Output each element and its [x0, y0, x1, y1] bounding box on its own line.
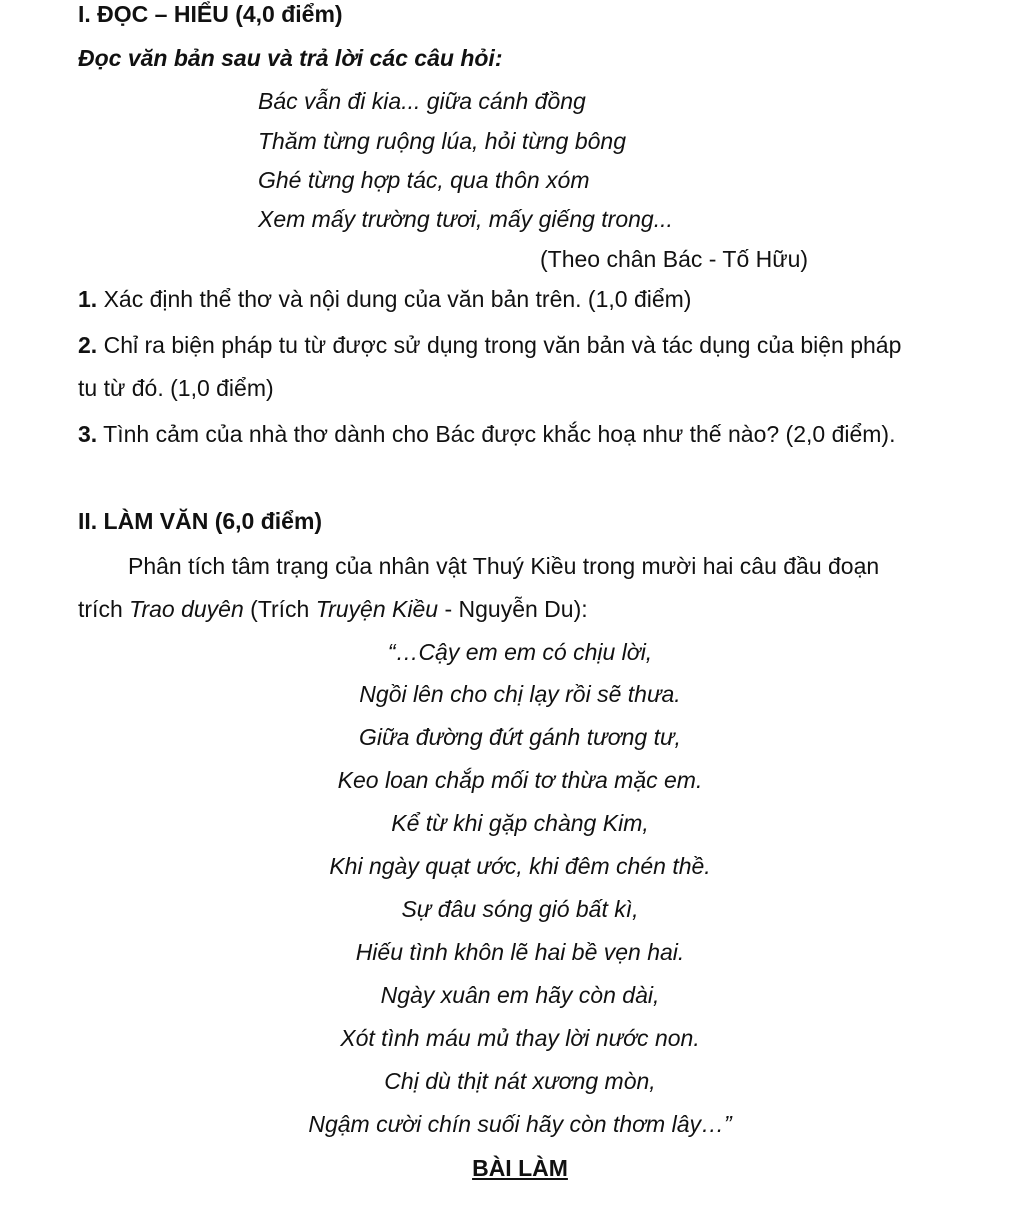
question-number: 1.	[78, 286, 98, 312]
question-3	[78, 420, 895, 448]
question-2	[78, 331, 901, 359]
prompt-text: trích	[78, 596, 130, 622]
poem2-line: Sự đâu sóng gió bất kì,	[401, 896, 639, 922]
question-2-continuation: tu từ đó. (1,0 điểm)	[78, 375, 274, 401]
poem1-line: Xem mấy trường tươi, mấy giếng trong...	[258, 206, 673, 232]
poem2-line: Xót tình máu mủ thay lời nước non.	[340, 1025, 700, 1051]
poem2-line: “…Cậy em em có chịu lời,	[387, 639, 653, 665]
section2-prompt-line2	[78, 595, 588, 623]
poem2-line: Keo loan chắp mối tơ thừa mặc em.	[337, 767, 703, 793]
bai-lam-heading: BÀI LÀM	[472, 1155, 568, 1181]
prompt-text: - Nguyễn Du):	[438, 596, 588, 622]
poem1-line: Thăm từng ruộng lúa, hỏi từng bông	[258, 128, 626, 154]
poem2-line: Ngồi lên cho chị lạy rồi sẽ thưa.	[359, 681, 681, 707]
section1-title: I. ĐỌC – HIỂU (4,0 điểm)	[78, 1, 343, 27]
prompt-work-title: Truyện Kiều	[315, 596, 439, 622]
question-text: Tình cảm của nhà thơ dành cho Bác được khắc hoạ như thế nào? (2,0 điểm).	[97, 421, 896, 447]
question-number: 3.	[78, 421, 98, 447]
section1-instruction: Đọc văn bản sau và trả lời các câu hỏi:	[78, 45, 503, 71]
poem2-line: Ngày xuân em hãy còn dài,	[380, 982, 660, 1008]
poem2-line: Chị dù thịt nát xương mòn,	[384, 1068, 656, 1094]
poem2-line: Ngậm cười chín suối hãy còn thơm lây…”	[308, 1111, 732, 1137]
poem2-line: Khi ngày quạt ước, khi đêm chén thề.	[329, 853, 711, 879]
section2-title: II. LÀM VĂN (6,0 điểm)	[78, 508, 323, 534]
prompt-text: (Trích	[243, 596, 316, 622]
poem1-source: (Theo chân Bác - Tố Hữu)	[540, 246, 809, 272]
poem1-line: Ghé từng hợp tác, qua thôn xóm	[258, 167, 590, 193]
section2-prompt-line1: Phân tích tâm trạng của nhân vật Thuý Kiều trong mười hai câu đầu đoạn	[128, 553, 880, 579]
poem2-line: Hiếu tình khôn lẽ hai bề vẹn hai.	[355, 939, 685, 965]
question-text: Xác định thể thơ và nội dung của văn bản trên. (1,0 điểm)	[97, 286, 692, 312]
question-1	[78, 285, 691, 313]
prompt-work-title: Trao duyên	[129, 596, 244, 622]
poem1-line: Bác vẫn đi kia... giữa cánh đồng	[258, 88, 586, 114]
question-number: 2.	[78, 332, 98, 358]
poem2-line: Kể từ khi gặp chàng Kim,	[391, 810, 649, 836]
poem2-line: Giữa đường đứt gánh tương tư,	[359, 724, 681, 750]
question-text: Chỉ ra biện pháp tu từ được sử dụng trong văn bản và tác dụng của biện pháp	[97, 332, 902, 358]
